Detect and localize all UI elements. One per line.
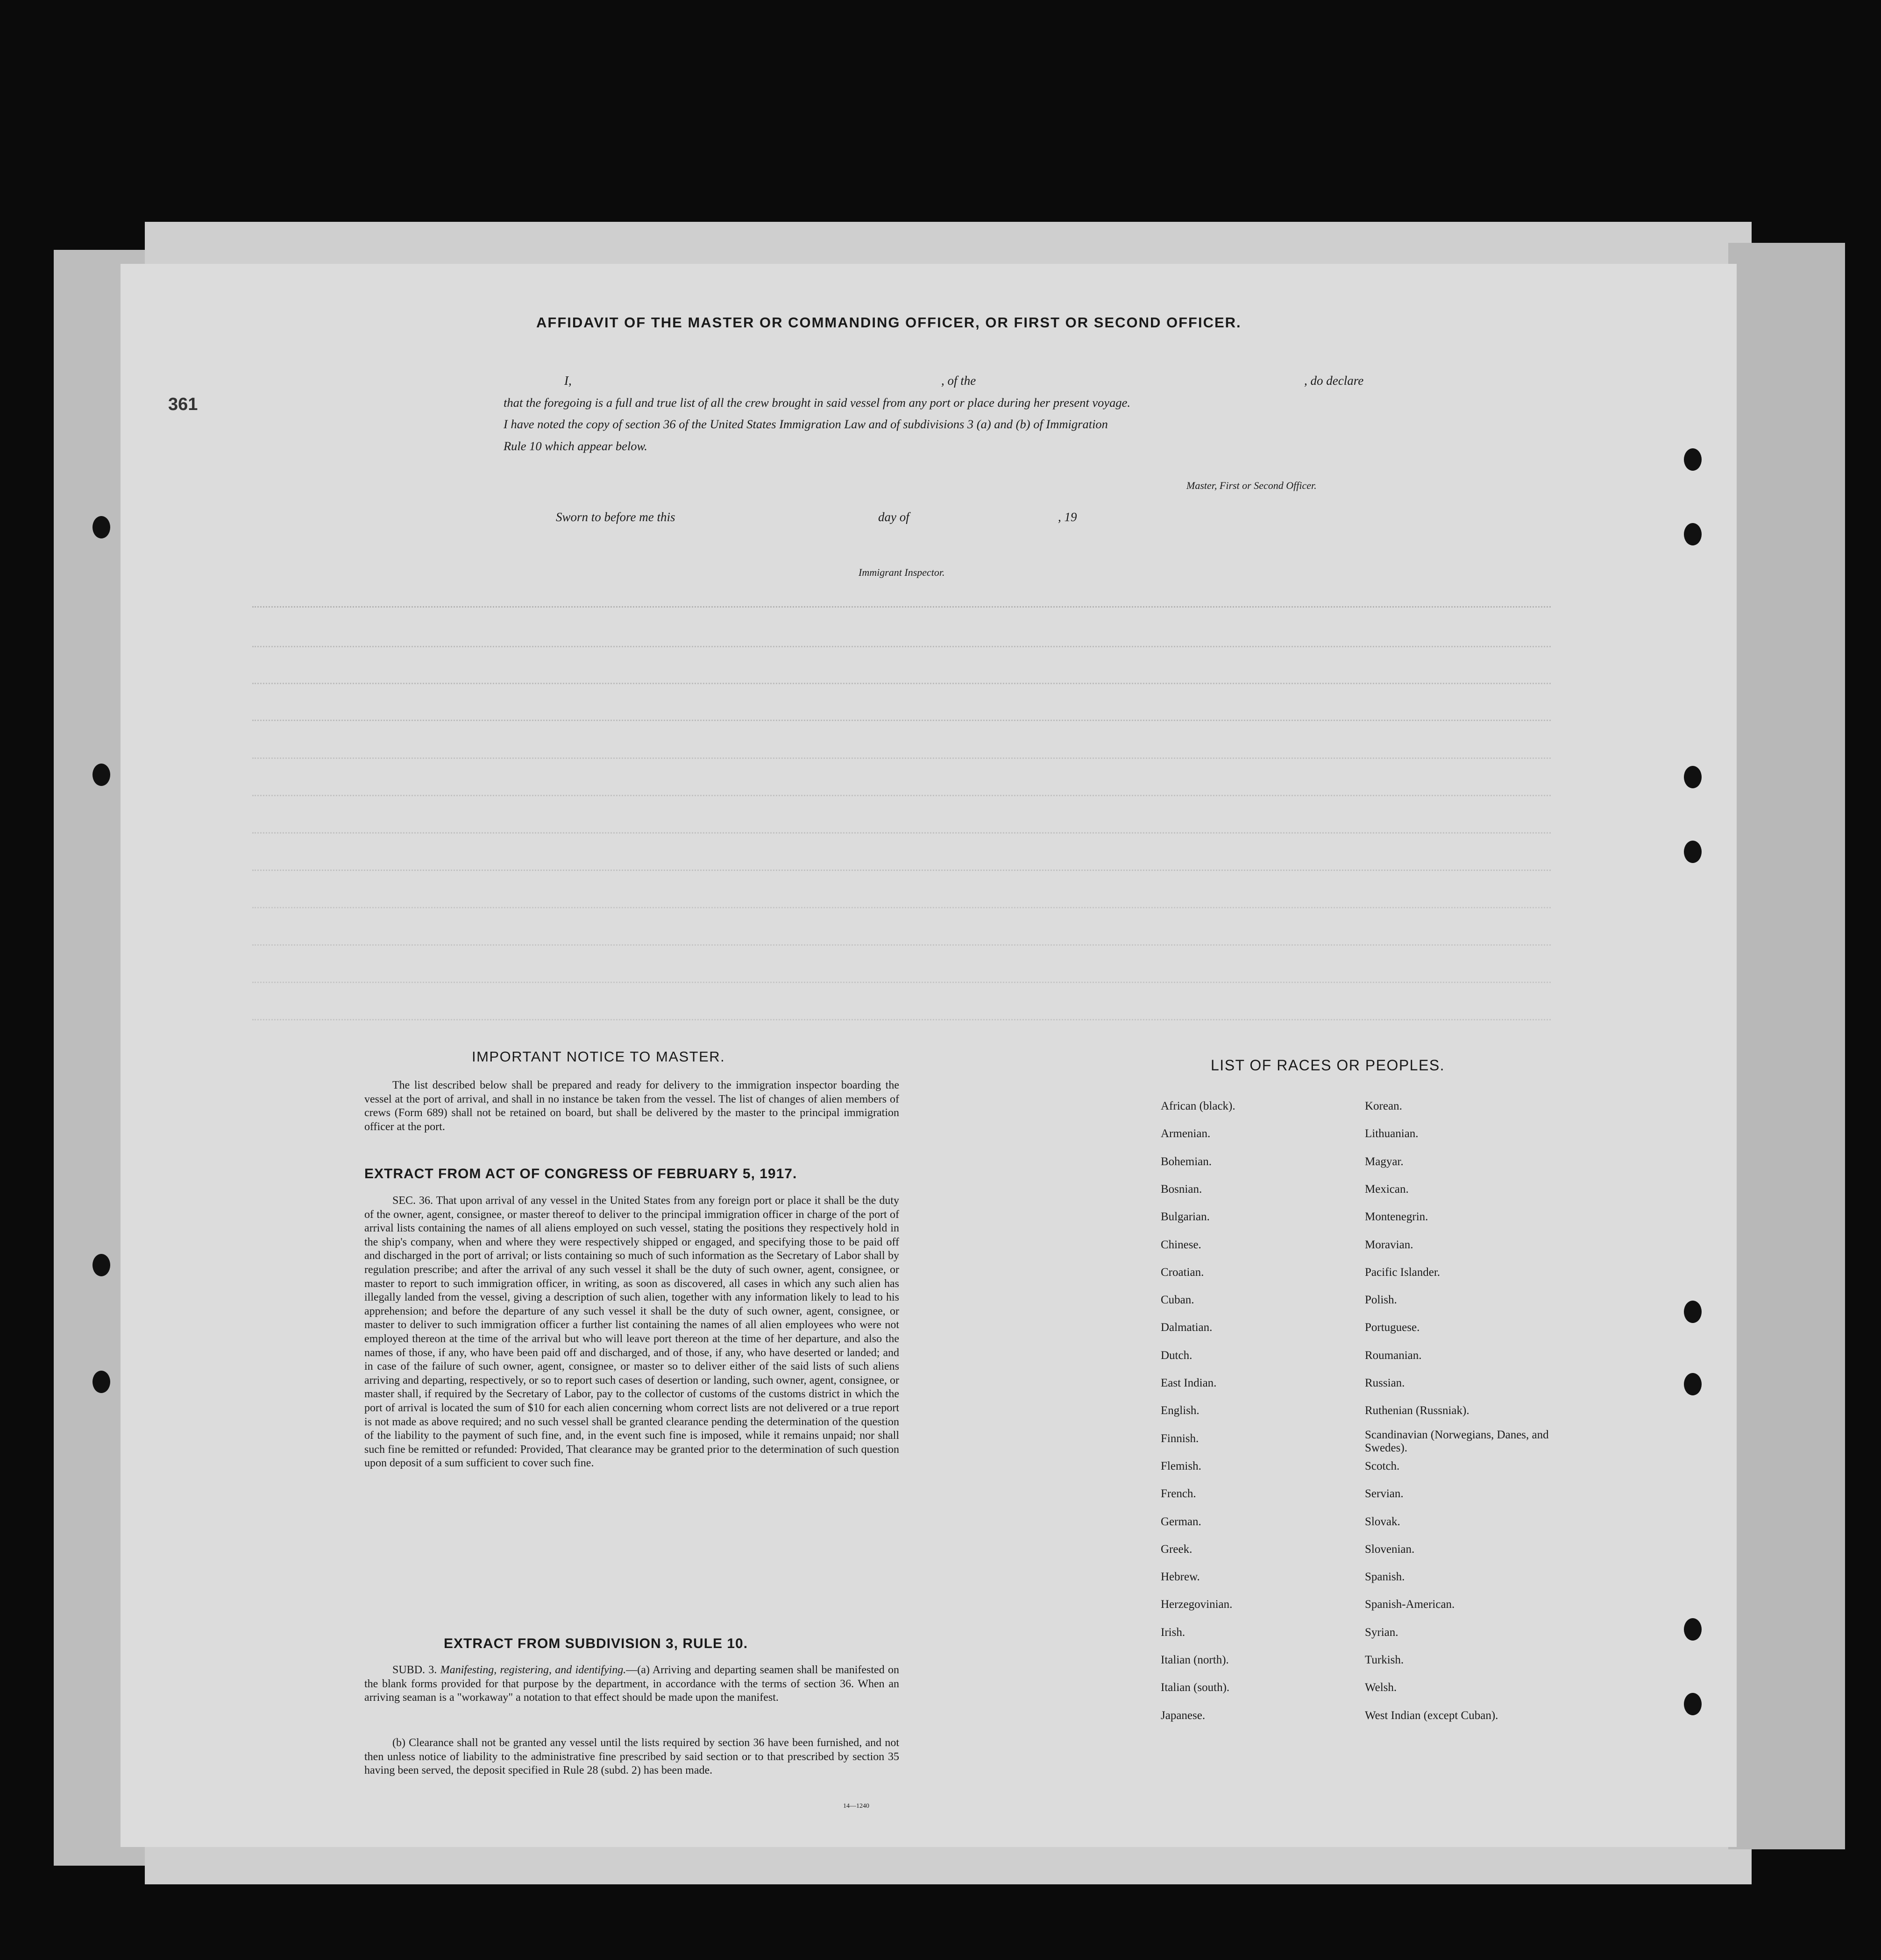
race-item: Armenian. bbox=[1161, 1127, 1211, 1140]
section-36-text bbox=[364, 1194, 899, 1471]
subdivision-a-text bbox=[364, 1663, 899, 1705]
punch-hole bbox=[1684, 766, 1702, 788]
affidavit-i: I, bbox=[564, 374, 572, 388]
race-item: Spanish-American. bbox=[1365, 1598, 1455, 1611]
race-item: Chinese. bbox=[1161, 1238, 1201, 1251]
affidavit-line-2: that the foregoing is a full and true list of all the crew brought in said vessel from any port or place during her present voyage. bbox=[504, 396, 1131, 410]
race-item: Mexican. bbox=[1365, 1182, 1409, 1196]
subdivision-label: SUBD. 3. bbox=[392, 1664, 437, 1676]
race-item: Welsh. bbox=[1365, 1681, 1397, 1694]
day-of-text: day of bbox=[878, 510, 909, 524]
race-item: Moravian. bbox=[1365, 1238, 1413, 1251]
race-item: Scandinavian (Norwegians, Danes, and Swedes). bbox=[1365, 1428, 1549, 1454]
race-item: Polish. bbox=[1365, 1294, 1397, 1307]
race-item: Spanish. bbox=[1365, 1571, 1405, 1584]
race-item: Italian (south). bbox=[1161, 1681, 1230, 1694]
act-extract-title: EXTRACT FROM ACT OF CONGRESS OF FEBRUARY 5, 1917. bbox=[364, 1166, 797, 1182]
affidavit-of-the: , of the bbox=[941, 374, 976, 388]
race-item: Portuguese. bbox=[1365, 1321, 1420, 1334]
race-item: English. bbox=[1161, 1404, 1200, 1417]
race-item: Slovak. bbox=[1365, 1515, 1400, 1528]
punch-hole bbox=[1684, 841, 1702, 863]
punch-hole bbox=[1684, 1301, 1702, 1323]
punch-hole bbox=[92, 1254, 110, 1276]
master-signature-caption: Master, First or Second Officer. bbox=[1186, 480, 1317, 491]
race-item: Dalmatian. bbox=[1161, 1321, 1213, 1334]
race-item: East Indian. bbox=[1161, 1377, 1217, 1389]
race-item: Pacific Islander. bbox=[1365, 1266, 1441, 1279]
punch-hole bbox=[92, 1371, 110, 1393]
rule-extract-title: EXTRACT FROM SUBDIVISION 3, RULE 10. bbox=[444, 1636, 748, 1651]
race-item: Bohemian. bbox=[1161, 1155, 1212, 1168]
margin-number: 361 bbox=[168, 395, 198, 414]
race-item: Servian. bbox=[1365, 1487, 1404, 1500]
race-item: Irish. bbox=[1161, 1626, 1185, 1639]
race-item: Dutch. bbox=[1161, 1349, 1192, 1362]
punch-hole bbox=[92, 764, 110, 786]
race-item: Syrian. bbox=[1365, 1626, 1398, 1639]
race-item: Ruthenian (Russniak). bbox=[1365, 1404, 1469, 1417]
affidavit-do-declare: , do declare bbox=[1304, 374, 1364, 388]
punch-hole bbox=[1684, 1693, 1702, 1715]
underlying-sheet-right bbox=[1728, 243, 1845, 1849]
subdivision-b-text: (b) Clearance shall not be granted any vessel until the lists required by section 36 have been furnished, and not then unless notice of liability to the administrative fine prescribed by said section or to that prescribed by section 35 having been served, the deposit specified in Rule 28 (subd. 2) has been made. bbox=[364, 1737, 899, 1777]
affidavit-title: AFFIDAVIT OF THE MASTER OR COMMANDING OFFICER, OR FIRST OR SECOND OFFICER. bbox=[536, 314, 1242, 331]
race-item: Cuban. bbox=[1161, 1294, 1194, 1307]
race-item: Korean. bbox=[1365, 1100, 1402, 1112]
race-item: Croatian. bbox=[1161, 1266, 1204, 1279]
punch-hole bbox=[1684, 448, 1702, 471]
race-item: Montenegrin. bbox=[1365, 1210, 1428, 1224]
punch-hole bbox=[1684, 1373, 1702, 1395]
affidavit-line-3: I have noted the copy of section 36 of the United States Immigration Law and of subdivisions 3 (a) and (b) of Immigration bbox=[504, 417, 1108, 431]
punch-hole bbox=[92, 516, 110, 538]
race-item: Italian (north). bbox=[1161, 1654, 1229, 1666]
race-item: Roumanian. bbox=[1365, 1349, 1422, 1362]
form-number: 14—1240 bbox=[843, 1803, 869, 1810]
race-item: Herzegovinian. bbox=[1161, 1598, 1233, 1611]
race-item: Japanese. bbox=[1161, 1709, 1206, 1722]
race-item: Hebrew. bbox=[1161, 1571, 1200, 1584]
race-item: Scotch. bbox=[1365, 1459, 1400, 1472]
race-item: Turkish. bbox=[1365, 1654, 1404, 1666]
inspector-caption: Immigrant Inspector. bbox=[859, 566, 945, 578]
race-item: Greek. bbox=[1161, 1543, 1192, 1556]
races-title: LIST OF RACES OR PEOPLES. bbox=[1211, 1057, 1445, 1074]
year-text: , 19 bbox=[1058, 510, 1077, 524]
race-item: French. bbox=[1161, 1487, 1196, 1500]
punch-hole bbox=[1684, 523, 1702, 545]
race-item: German. bbox=[1161, 1515, 1201, 1528]
sworn-text: Sworn to before me this bbox=[556, 510, 675, 524]
notice-text: The list described below shall be prepared and ready for delivery to the immigration inspector boarding the vessel at the port of arrival, and shall in no instance be taken from the vessel. The list of changes of alien members of crews (Form 689) shall not be retained on board, but shall be delivered by the master to the principal immigration officer at the port. bbox=[364, 1079, 899, 1133]
subdivision-heading: Manifesting, registering, and identifying. bbox=[440, 1664, 626, 1676]
section-36-label: SEC. 36. bbox=[392, 1195, 433, 1207]
race-item: African (black). bbox=[1161, 1100, 1235, 1112]
race-item: Russian. bbox=[1365, 1377, 1405, 1389]
affidavit-line-4: Rule 10 which appear below. bbox=[504, 439, 647, 453]
race-item: Flemish. bbox=[1161, 1459, 1201, 1472]
race-item: Lithuanian. bbox=[1365, 1127, 1419, 1140]
race-item: Bulgarian. bbox=[1161, 1210, 1210, 1224]
notice-title: IMPORTANT NOTICE TO MASTER. bbox=[472, 1048, 725, 1065]
race-item: Finnish. bbox=[1161, 1432, 1199, 1445]
race-item: Bosnian. bbox=[1161, 1182, 1202, 1196]
race-item: West Indian (except Cuban). bbox=[1365, 1709, 1498, 1722]
race-item: Magyar. bbox=[1365, 1155, 1404, 1168]
section-36-body: That upon arrival of any vessel in the United States from any foreign port or place it shall be the duty of the owner, agent, consignee, or master thereof to deliver to the principal immigration officer in charge of the port of arrival lists containing the names of all aliens employed on such vessel, stating the positions they respectively hold in the ship's company, when and where they were respectively shipped or engaged, and specifying those to be paid off and discharged in the port of arrival; or lists containing so much of such information as the Secretary of Labor shall by regulation prescribe; and after the arrival of any such vessel it shall be the duty of such owner, agent, consignee, or master to report to such immigration officer, in writing, as soon as discovered, all cases in which any such alien has illegally landed from the vessel, giving a description of such alien, together with any information likely to lead to his apprehension; and before the departure of any such vessel it shall be the duty of such owner, agent, consignee, or master to deliver to such immigration officer a further list containing the names of all alien employees who were not employed thereon at the time of the arrival but who will leave port thereon at the time of her departure, and also the names of those, if any, who have been paid off and discharged, and of those, if any, who have deserted or landed; and in case of the failure of such owner, agent, consignee, or master so to deliver either of the said lists of such aliens arriving and departing, respectively, or so to report such cases of desertion or landing, such owner, agent, consignee, or master shall, if required by the Secretary of Labor, pay to the collector of customs of the customs district in which the port of arrival is located the sum of $10 for each alien concerning whom correct lists are not delivered or a true report is not made as above required; and no such vessel shall be granted clearance pending the determination of the question of the liability to the payment of such fine, and, in the event such fine is imposed, while it remains unpaid; nor shall such fine be remitted or refunded: Provided, That clearance may be granted prior to the determination of such question upon deposit of a sum sufficient to cover such fine. bbox=[364, 1195, 900, 1470]
subdivision-a-body: —(a) Arriving and departing seamen shall be manifested on the blank forms provided for that purpose by the department, in accordance with the terms of section 36. When an arriving seaman is a "workaway" a notation to that effect should be made upon the manifest. bbox=[364, 1664, 899, 1704]
affidavit-page bbox=[121, 264, 1737, 1847]
punch-hole bbox=[1684, 1618, 1702, 1641]
race-item: Slovenian. bbox=[1365, 1543, 1415, 1556]
